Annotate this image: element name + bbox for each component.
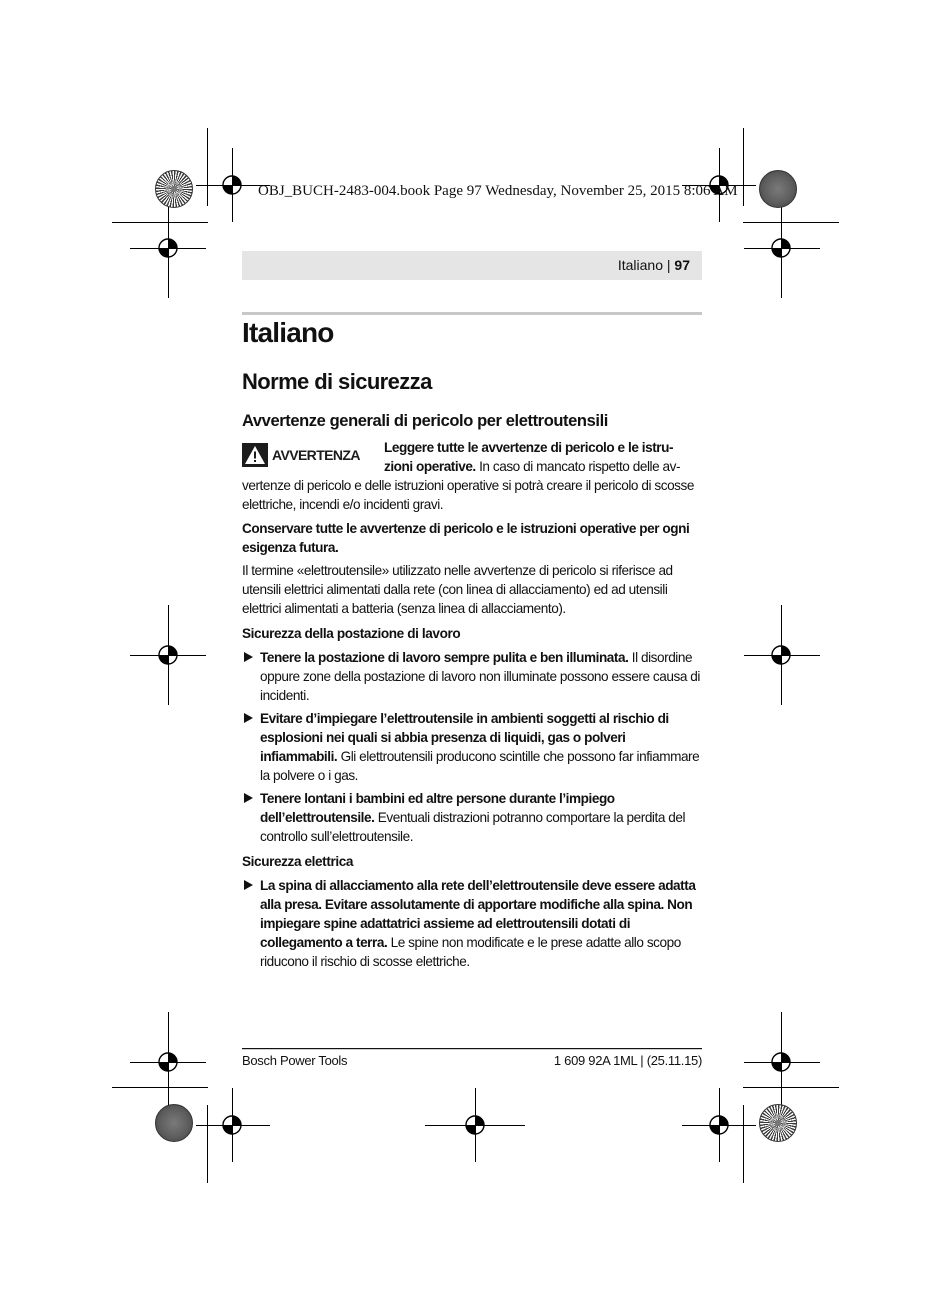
registration-mark-icon	[218, 171, 246, 199]
registration-mark-icon	[154, 234, 182, 262]
footer-rule	[242, 1048, 702, 1050]
registration-mark-icon	[461, 1111, 489, 1139]
footer-brand: Bosch Power Tools	[242, 1053, 348, 1068]
list-item	[242, 789, 702, 846]
keep-instructions-text: Conservare tutte le avvertenze di pericolo e le istruzioni operative per ogni esigenza futura.	[242, 521, 690, 555]
footer-doc-number: 1 609 92A 1ML | (25.11.15)	[553, 1053, 702, 1068]
registration-mark-icon	[705, 1111, 733, 1139]
header-language: Italiano	[617, 257, 663, 273]
warning-badge	[242, 442, 374, 467]
warning-lead-line2: zioni operative.	[384, 459, 476, 474]
header-separator: |	[666, 257, 671, 273]
list-item	[242, 709, 702, 785]
workplace-heading: Sicurezza della postazione di lavoro	[242, 626, 461, 641]
registration-mark-icon	[218, 1111, 246, 1139]
gray-patch-icon	[759, 170, 797, 208]
subsection-title: Avvertenze generali di pericolo per elettroutensili	[242, 412, 608, 430]
print-slug: OBJ_BUCH-2483-004.book Page 97 Wednesday, November 25, 2015 8:06 AM	[258, 183, 738, 199]
section-title: Norme di sicurezza	[242, 369, 432, 394]
bullet-arrow-icon	[244, 793, 253, 803]
running-header	[242, 251, 702, 280]
list-item	[242, 648, 702, 705]
list-item-bold: Evitare d’impiegare l’elettroutensile in ambienti soggetti al rischio di esplosioni nei quali si abbia presenza di liquidi, gas o polveri infiammabili.	[260, 711, 669, 764]
warning-tail-line2: In caso di mancato rispetto delle av-	[475, 459, 681, 474]
header-page-number: 97	[674, 257, 690, 273]
keep-instructions	[242, 519, 702, 557]
starburst-target-icon	[155, 170, 193, 208]
warning-lead	[384, 438, 702, 476]
page-title: Italiano	[242, 317, 334, 348]
list-item	[242, 876, 702, 971]
list-item-text: Le spine non modificate e le prese adatte allo scopo riducono il rischio di scosse elettriche.	[260, 935, 681, 969]
list-item-text: Gli elettroutensili producono scintille che possono far infiammare la polvere o i gas.	[260, 749, 700, 783]
warning-label: AVVERTENZA	[272, 446, 360, 463]
starburst-target-icon	[759, 1104, 797, 1142]
registration-mark-icon	[767, 234, 795, 262]
gray-patch-icon	[155, 1104, 193, 1142]
running-header-text	[618, 257, 690, 273]
registration-mark-icon	[767, 641, 795, 669]
bullet-arrow-icon	[244, 652, 253, 662]
warning-triangle-icon	[242, 443, 268, 467]
bullet-arrow-icon	[244, 713, 253, 723]
term-paragraph: Il termine «elettroutensile» utilizzato nelle avvertenze di pericolo si riferisce ad utensili elettrici alimentati dalla rete (con linea di allacciamento) ed ad utensili elettrici alimentati a batteria (senza linea di allacciamento).	[242, 563, 673, 616]
warning-continuation: vertenze di pericolo e delle istruzioni operative si potrà creare il pericolo di scosse elettriche, incendi e/o incidenti gravi.	[242, 478, 694, 512]
section-rule	[242, 312, 702, 316]
registration-mark-icon	[154, 1048, 182, 1076]
electrical-heading: Sicurezza elettrica	[242, 854, 354, 869]
list-item-text: Eventuali distrazioni potranno comportare la perdita del controllo sull’elettroutensile.	[260, 810, 686, 844]
registration-mark-icon	[154, 641, 182, 669]
list-item-bold: La spina di allacciamento alla rete dell’elettroutensile deve essere adatta alla presa. Evitare assolutamente di apportare modifiche alla spina. Non impiegare spine adattatrici assieme ad elettroutensili dotati di collegamento a terra.	[260, 878, 696, 950]
list-item-bold: Tenere lontani i bambini ed altre persone durante l’impiego dell’elettroutensile.	[260, 791, 615, 825]
list-item-text: Il disordine oppure zone della postazione di lavoro non illuminate possono essere causa di incidenti.	[260, 650, 700, 703]
list-item-bold: Tenere la postazione di lavoro sempre pulita e ben illuminata.	[260, 650, 629, 665]
warning-lead-line1: Leggere tutte le avvertenze di pericolo e le istru-	[384, 440, 674, 455]
bullet-arrow-icon	[244, 880, 253, 890]
registration-mark-icon	[767, 1048, 795, 1076]
